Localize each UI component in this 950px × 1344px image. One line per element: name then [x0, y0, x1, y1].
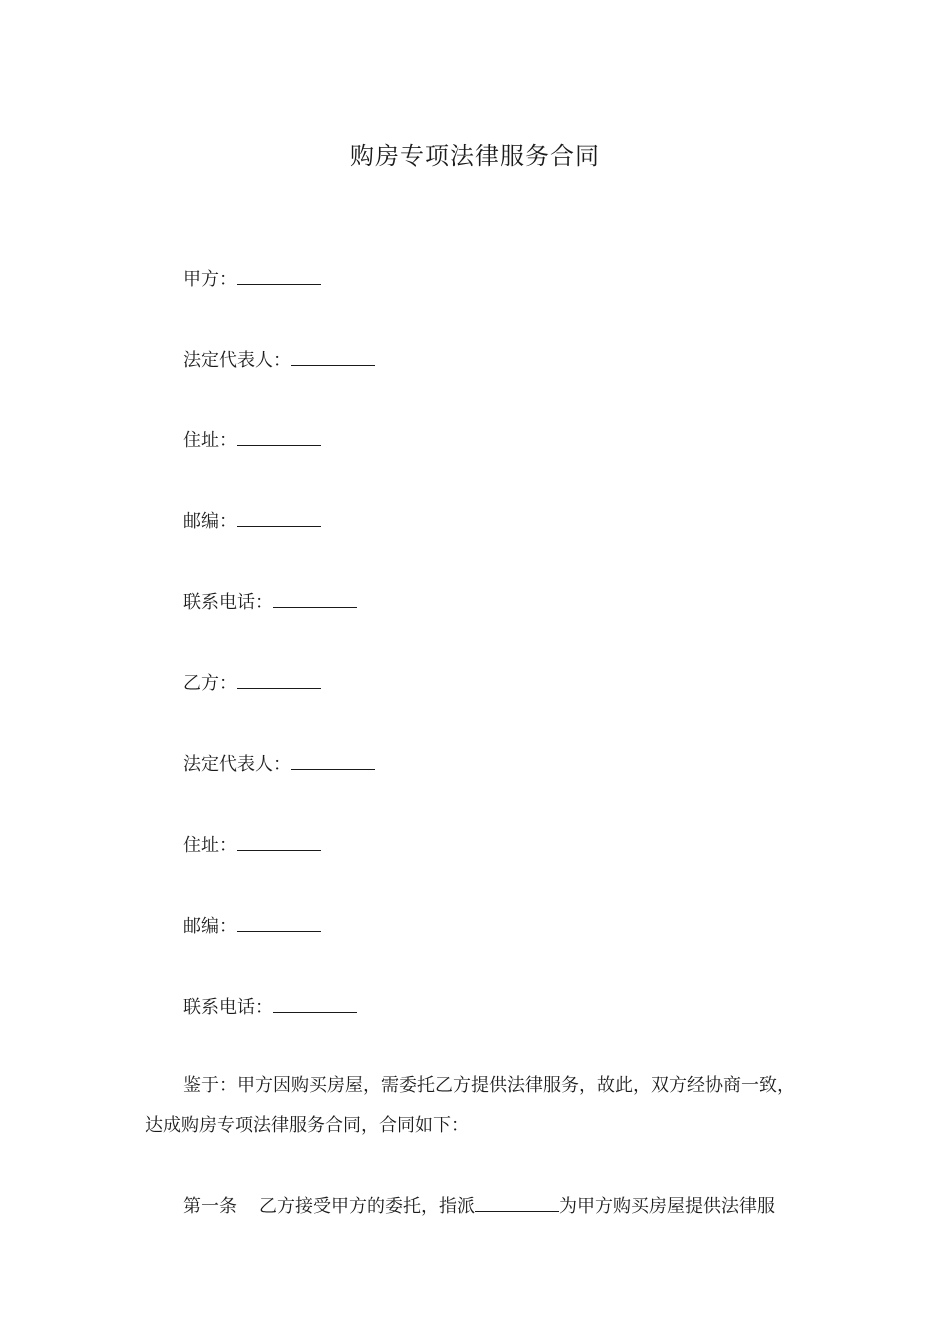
preamble-paragraph	[145, 1066, 805, 1146]
party-a-phone-field	[183, 589, 357, 615]
party-a-label: 甲方：	[183, 269, 237, 290]
party-a-rep-blank[interactable]	[291, 347, 375, 366]
party-b-address-blank[interactable]	[237, 832, 321, 851]
party-b-phone-field	[183, 994, 357, 1020]
party-a-phone-blank[interactable]	[273, 589, 357, 608]
party-b-field	[183, 670, 321, 696]
party-b-rep-label: 法定代表人：	[183, 754, 291, 775]
party-b-phone-label: 联系电话：	[183, 997, 273, 1018]
preamble-text: 鉴于：甲方因购买房屋，需委托乙方提供法律服务，故此，双方经协商一致，达成购房专项法律服务合同，合同如下：	[145, 1075, 795, 1136]
party-b-postcode-label: 邮编：	[183, 916, 237, 937]
party-b-postcode-blank[interactable]	[237, 913, 321, 932]
article-1-lawyer-blank[interactable]	[475, 1193, 559, 1212]
article-1	[183, 1193, 775, 1219]
party-a-postcode-label: 邮编：	[183, 511, 237, 532]
party-b-blank[interactable]	[237, 670, 321, 689]
party-b-rep-blank[interactable]	[291, 751, 375, 770]
party-b-label: 乙方：	[183, 673, 237, 694]
party-b-address-field	[183, 832, 321, 858]
party-a-rep-field	[183, 347, 375, 373]
party-a-postcode-blank[interactable]	[237, 508, 321, 527]
article-1-number: 第一条	[183, 1196, 237, 1217]
party-a-postcode-field	[183, 508, 321, 534]
party-a-address-label: 住址：	[183, 430, 237, 451]
party-a-field	[183, 266, 321, 292]
party-a-address-field	[183, 427, 321, 453]
party-b-phone-blank[interactable]	[273, 994, 357, 1013]
party-a-address-blank[interactable]	[237, 427, 321, 446]
party-b-address-label: 住址：	[183, 835, 237, 856]
article-1-text-after: 为甲方购买房屋提供法律服	[559, 1196, 775, 1217]
article-1-text-before: 乙方接受甲方的委托，指派	[259, 1196, 475, 1217]
document-title: 购房专项法律服务合同	[350, 142, 600, 170]
party-b-rep-field	[183, 751, 375, 777]
party-a-phone-label: 联系电话：	[183, 592, 273, 613]
party-b-postcode-field	[183, 913, 321, 939]
party-a-blank[interactable]	[237, 266, 321, 285]
party-a-rep-label: 法定代表人：	[183, 350, 291, 371]
